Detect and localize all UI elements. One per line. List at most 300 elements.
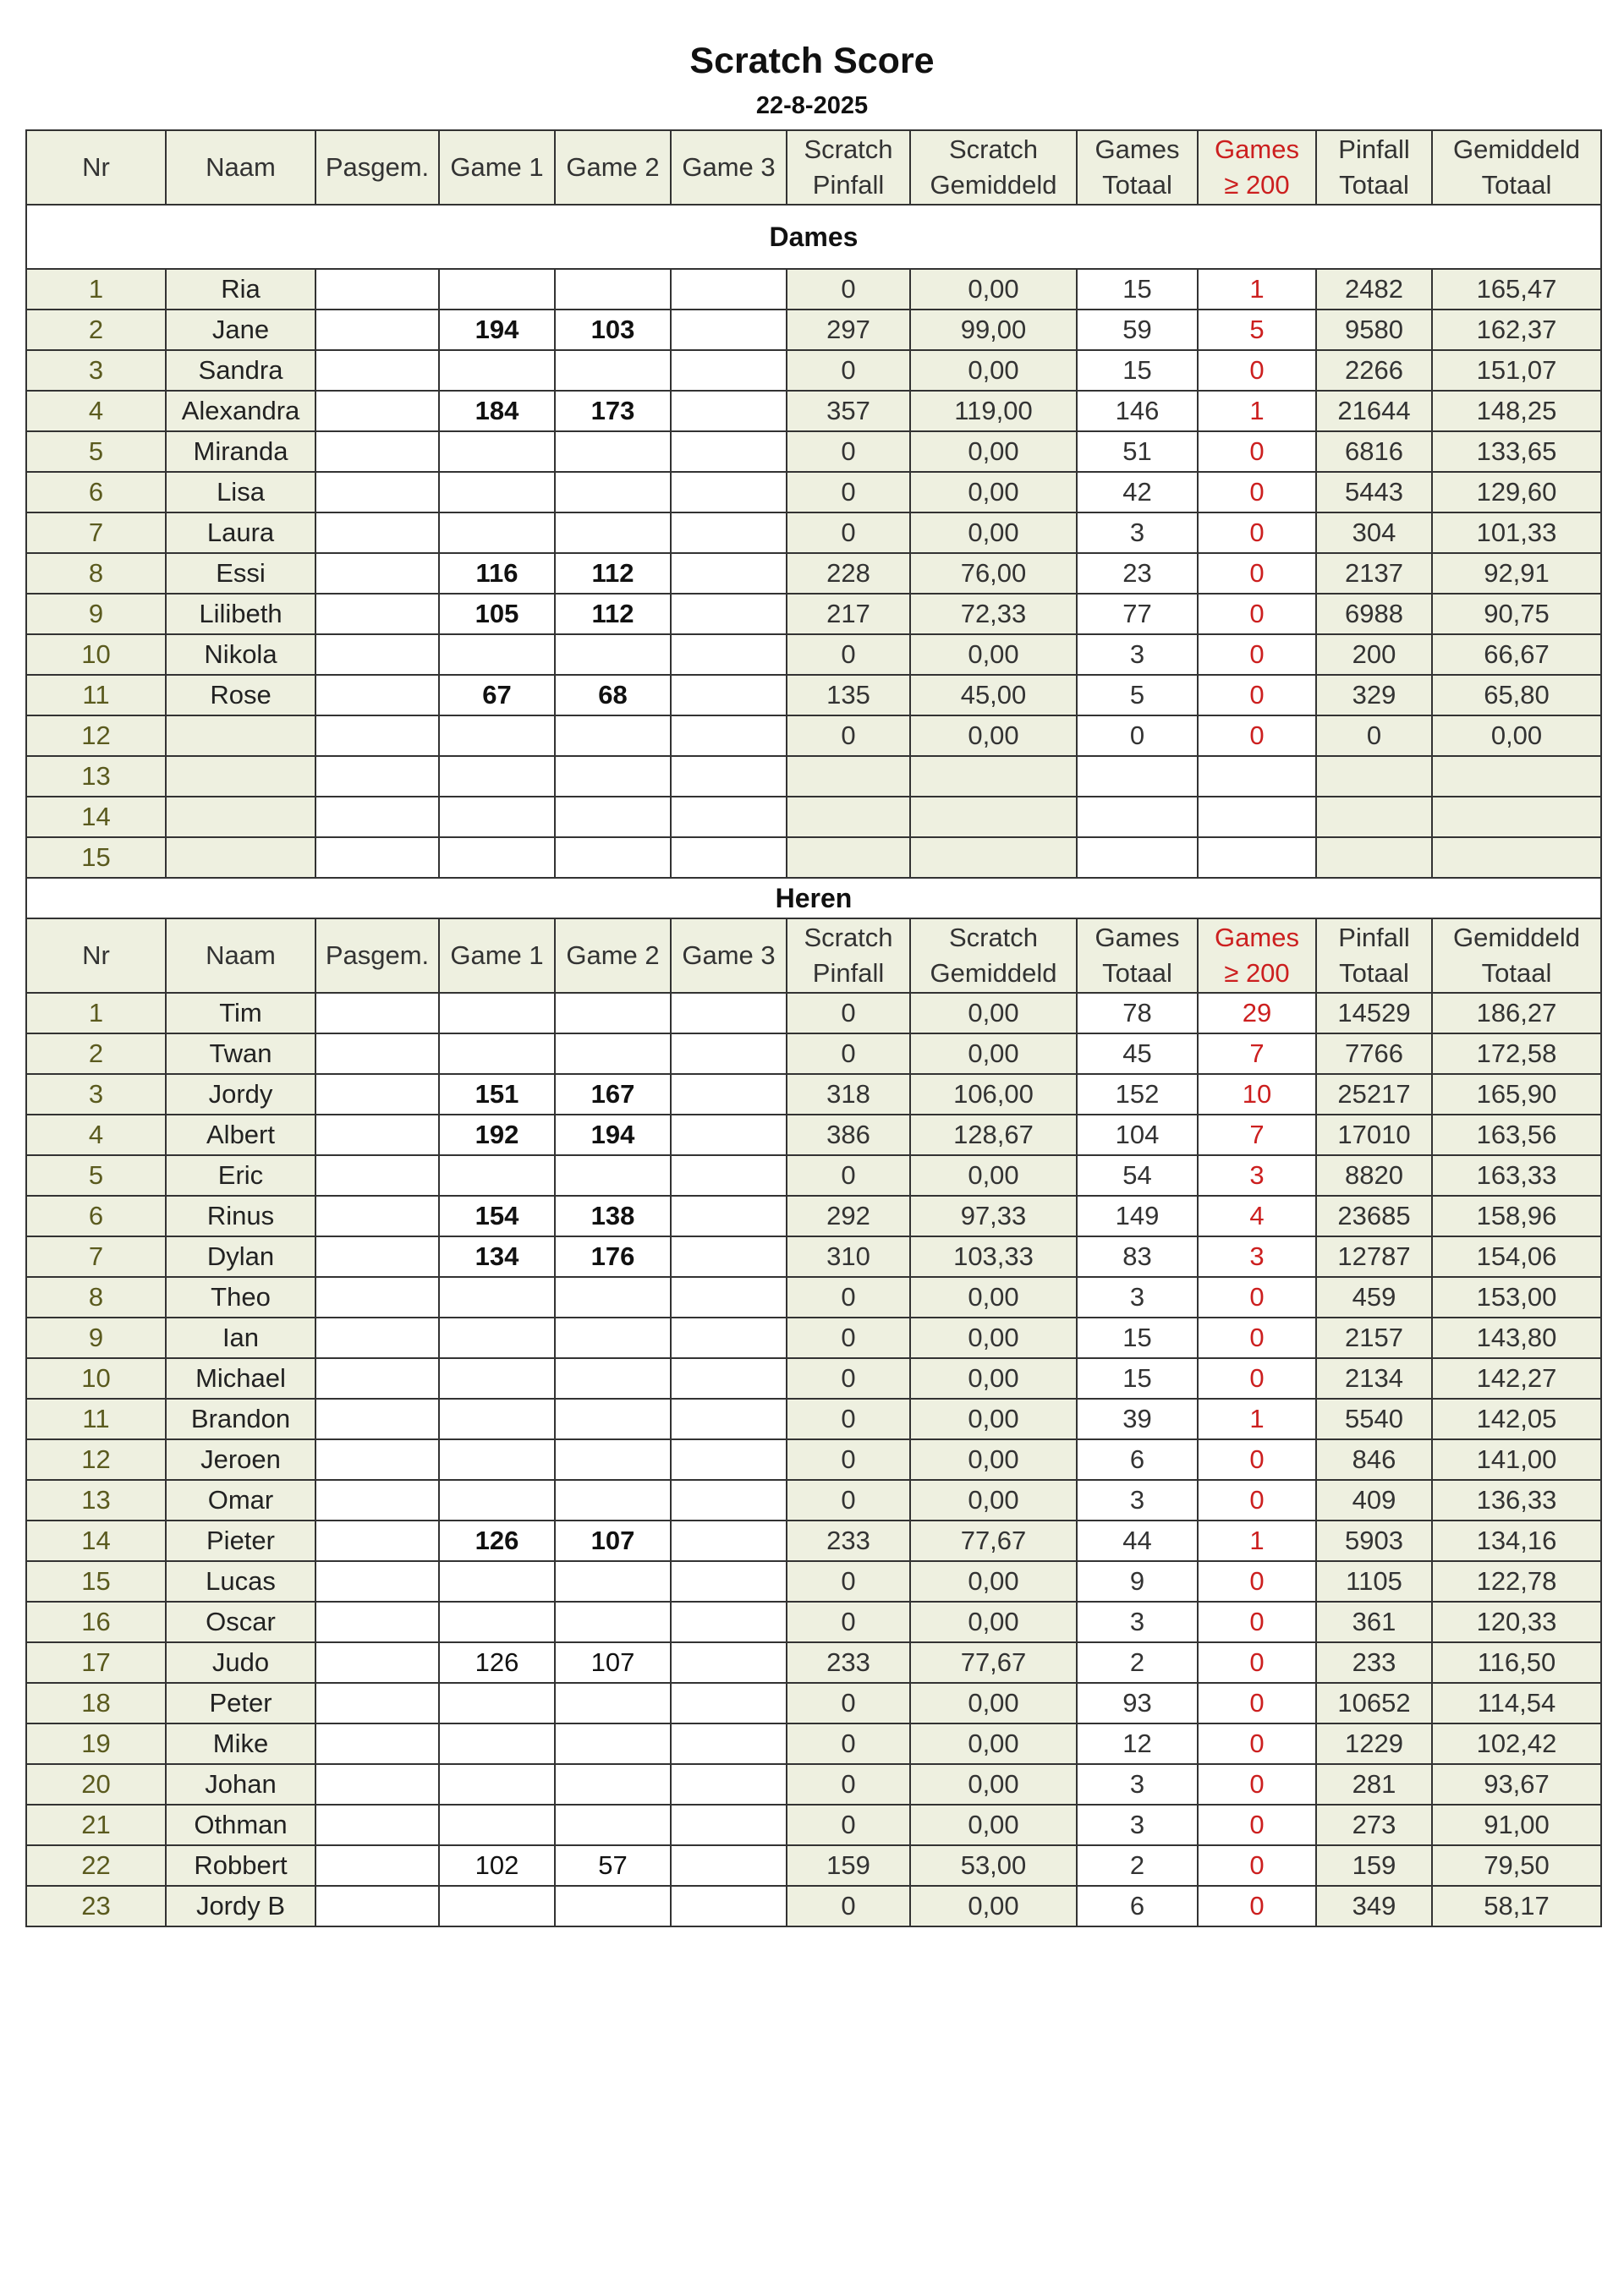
- header-naam: Naam: [166, 918, 315, 993]
- cell-pasgem: [315, 512, 439, 553]
- header-nr: Nr: [26, 918, 166, 993]
- cell-gem: 151,07: [1432, 350, 1601, 391]
- cell-gt: 15: [1077, 1358, 1198, 1399]
- cell-pasgem: [315, 1521, 439, 1561]
- cell-gt: 15: [1077, 269, 1198, 310]
- cell-sg: [910, 837, 1077, 878]
- header-line-2: Totaal: [1481, 958, 1552, 988]
- cell-nr: 10: [26, 1358, 166, 1399]
- cell-g2: [555, 1480, 671, 1521]
- cell-pasgem: [315, 756, 439, 797]
- cell-g3: [671, 1886, 787, 1926]
- cell-naam: Johan: [166, 1764, 315, 1805]
- cell-sp: 0: [787, 1318, 910, 1358]
- cell-g1: [439, 1439, 555, 1480]
- cell-nr: 14: [26, 1521, 166, 1561]
- cell-g3: [671, 310, 787, 350]
- table-row: [26, 1439, 1601, 1480]
- cell-g200: 0: [1198, 553, 1316, 594]
- cell-naam: Oscar: [166, 1602, 315, 1642]
- cell-g200: 0: [1198, 431, 1316, 472]
- cell-pasgem: [315, 837, 439, 878]
- cell-gem: 114,54: [1432, 1683, 1601, 1723]
- header-gem_totaal: [1432, 130, 1601, 205]
- cell-g1: 151: [439, 1074, 555, 1115]
- cell-g3: [671, 797, 787, 837]
- cell-nr: 15: [26, 837, 166, 878]
- cell-naam: Twan: [166, 1033, 315, 1074]
- cell-nr: 7: [26, 1236, 166, 1277]
- table-row: [26, 594, 1601, 634]
- cell-sp: 0: [787, 1723, 910, 1764]
- cell-g200: [1198, 797, 1316, 837]
- cell-pt: 2134: [1316, 1358, 1432, 1399]
- cell-pasgem: [315, 715, 439, 756]
- header-line-2: Pinfall: [812, 170, 885, 200]
- table-row: [26, 715, 1601, 756]
- cell-sg: 0,00: [910, 472, 1077, 512]
- cell-naam: Peter: [166, 1683, 315, 1723]
- cell-sg: 99,00: [910, 310, 1077, 350]
- table-row: [26, 269, 1601, 310]
- cell-sg: 106,00: [910, 1074, 1077, 1115]
- header-line-1: Gemiddeld: [1453, 923, 1580, 952]
- cell-g1: [439, 715, 555, 756]
- cell-nr: 11: [26, 675, 166, 715]
- cell-gt: 3: [1077, 1480, 1198, 1521]
- cell-sg: 0,00: [910, 1764, 1077, 1805]
- cell-naam: Sandra: [166, 350, 315, 391]
- cell-g200: 0: [1198, 1683, 1316, 1723]
- cell-pt: 5443: [1316, 472, 1432, 512]
- header-line-2: ≥ 200: [1224, 958, 1290, 988]
- cell-sg: 0,00: [910, 431, 1077, 472]
- cell-naam: Essi: [166, 553, 315, 594]
- cell-nr: 14: [26, 797, 166, 837]
- cell-sg: 76,00: [910, 553, 1077, 594]
- cell-nr: 20: [26, 1764, 166, 1805]
- cell-pasgem: [315, 1074, 439, 1115]
- header-naam: Naam: [166, 130, 315, 205]
- cell-g3: [671, 1439, 787, 1480]
- table-row: [26, 553, 1601, 594]
- cell-gt: 3: [1077, 1602, 1198, 1642]
- cell-g1: 126: [439, 1521, 555, 1561]
- cell-sp: 0: [787, 431, 910, 472]
- header-games200: [1198, 918, 1316, 993]
- cell-gt: 45: [1077, 1033, 1198, 1074]
- cell-g2: [555, 269, 671, 310]
- cell-g3: [671, 472, 787, 512]
- cell-gt: 152: [1077, 1074, 1198, 1115]
- cell-gt: 44: [1077, 1521, 1198, 1561]
- cell-sp: 228: [787, 553, 910, 594]
- table-row: [26, 1277, 1601, 1318]
- cell-g3: [671, 594, 787, 634]
- cell-g3: [671, 1561, 787, 1602]
- cell-g1: 154: [439, 1196, 555, 1236]
- cell-pasgem: [315, 1399, 439, 1439]
- cell-g3: [671, 1521, 787, 1561]
- cell-g1: 134: [439, 1236, 555, 1277]
- cell-naam: Nikola: [166, 634, 315, 675]
- cell-pasgem: [315, 472, 439, 512]
- cell-pasgem: [315, 1439, 439, 1480]
- header-line-1: Games: [1095, 134, 1180, 164]
- cell-nr: 5: [26, 1155, 166, 1196]
- cell-pt: 1105: [1316, 1561, 1432, 1602]
- cell-sp: 0: [787, 512, 910, 553]
- cell-g1: 126: [439, 1642, 555, 1683]
- cell-sg: [910, 756, 1077, 797]
- cell-g3: [671, 391, 787, 431]
- cell-nr: 12: [26, 1439, 166, 1480]
- cell-sp: 0: [787, 1480, 910, 1521]
- cell-g200: 0: [1198, 1764, 1316, 1805]
- cell-gt: 42: [1077, 472, 1198, 512]
- cell-g2: 68: [555, 675, 671, 715]
- cell-nr: 10: [26, 634, 166, 675]
- cell-naam: Tim: [166, 993, 315, 1033]
- cell-pasgem: [315, 1236, 439, 1277]
- cell-naam: Brandon: [166, 1399, 315, 1439]
- cell-g3: [671, 1236, 787, 1277]
- cell-pasgem: [315, 431, 439, 472]
- cell-gem: 66,67: [1432, 634, 1601, 675]
- cell-g2: 112: [555, 594, 671, 634]
- cell-g2: 194: [555, 1115, 671, 1155]
- cell-g3: [671, 1196, 787, 1236]
- cell-naam: Michael: [166, 1358, 315, 1399]
- cell-g3: [671, 1115, 787, 1155]
- cell-g3: [671, 715, 787, 756]
- cell-gem: 92,91: [1432, 553, 1601, 594]
- cell-g2: [555, 756, 671, 797]
- cell-pasgem: [315, 594, 439, 634]
- cell-sg: 97,33: [910, 1196, 1077, 1236]
- header-line-1: Gemiddeld: [1453, 134, 1580, 164]
- cell-pt: 200: [1316, 634, 1432, 675]
- cell-g1: [439, 756, 555, 797]
- cell-gem: 162,37: [1432, 310, 1601, 350]
- cell-g2: [555, 1033, 671, 1074]
- cell-g3: [671, 1845, 787, 1886]
- cell-gt: 146: [1077, 391, 1198, 431]
- cell-g200: 1: [1198, 269, 1316, 310]
- cell-naam: Jane: [166, 310, 315, 350]
- cell-sp: 0: [787, 715, 910, 756]
- cell-g2: 167: [555, 1074, 671, 1115]
- header-game1: Game 1: [439, 918, 555, 993]
- cell-gem: 148,25: [1432, 391, 1601, 431]
- cell-pasgem: [315, 391, 439, 431]
- cell-sp: 0: [787, 269, 910, 310]
- cell-naam: Lucas: [166, 1561, 315, 1602]
- table-row: [26, 797, 1601, 837]
- cell-g2: [555, 1561, 671, 1602]
- cell-naam: Albert: [166, 1115, 315, 1155]
- cell-pasgem: [315, 1642, 439, 1683]
- cell-gt: 0: [1077, 715, 1198, 756]
- cell-pt: 159: [1316, 1845, 1432, 1886]
- cell-nr: 9: [26, 1318, 166, 1358]
- cell-pt: 2482: [1316, 269, 1432, 310]
- cell-sg: 0,00: [910, 1033, 1077, 1074]
- cell-g2: [555, 1318, 671, 1358]
- cell-g3: [671, 1277, 787, 1318]
- cell-sg: 0,00: [910, 1358, 1077, 1399]
- cell-nr: 1: [26, 993, 166, 1033]
- cell-g2: [555, 1155, 671, 1196]
- cell-gt: 54: [1077, 1155, 1198, 1196]
- cell-gem: 142,05: [1432, 1399, 1601, 1439]
- cell-g2: [555, 1805, 671, 1845]
- cell-g3: [671, 553, 787, 594]
- cell-gem: 154,06: [1432, 1236, 1601, 1277]
- cell-g200: 0: [1198, 1642, 1316, 1683]
- cell-g1: [439, 837, 555, 878]
- cell-naam: Ian: [166, 1318, 315, 1358]
- cell-gem: 163,56: [1432, 1115, 1601, 1155]
- score-table: [25, 129, 1602, 1927]
- table-row: [26, 1399, 1601, 1439]
- table-row: [26, 431, 1601, 472]
- cell-g200: 0: [1198, 1845, 1316, 1886]
- cell-naam: Theo: [166, 1277, 315, 1318]
- cell-g2: [555, 1764, 671, 1805]
- cell-g2: [555, 1439, 671, 1480]
- cell-g2: [555, 512, 671, 553]
- cell-g200: 1: [1198, 1399, 1316, 1439]
- header-pasgem: Pasgem.: [315, 918, 439, 993]
- header-pasgem: Pasgem.: [315, 130, 439, 205]
- header-line-1: Scratch: [804, 923, 893, 952]
- table-row: [26, 1723, 1601, 1764]
- cell-g200: 29: [1198, 993, 1316, 1033]
- cell-pt: 8820: [1316, 1155, 1432, 1196]
- header-line-1: Games: [1095, 923, 1180, 952]
- cell-g2: 138: [555, 1196, 671, 1236]
- cell-g1: [439, 1318, 555, 1358]
- header-row-2: [26, 918, 1601, 993]
- table-row: [26, 1033, 1601, 1074]
- cell-sp: 0: [787, 1683, 910, 1723]
- cell-g1: [439, 1602, 555, 1642]
- cell-nr: 15: [26, 1561, 166, 1602]
- cell-g2: [555, 1399, 671, 1439]
- cell-g1: [439, 1277, 555, 1318]
- cell-pt: 2157: [1316, 1318, 1432, 1358]
- cell-nr: 5: [26, 431, 166, 472]
- cell-naam: Lilibeth: [166, 594, 315, 634]
- table-row: [26, 1845, 1601, 1886]
- table-row: [26, 512, 1601, 553]
- cell-pt: 2137: [1316, 553, 1432, 594]
- table-row: [26, 1561, 1601, 1602]
- cell-g2: [555, 1602, 671, 1642]
- header-game3: Game 3: [671, 918, 787, 993]
- cell-pasgem: [315, 1115, 439, 1155]
- header-line-2: Gemiddeld: [930, 170, 1057, 200]
- cell-g2: [555, 431, 671, 472]
- cell-g1: [439, 431, 555, 472]
- cell-sg: 0,00: [910, 1439, 1077, 1480]
- cell-g3: [671, 1318, 787, 1358]
- header-line-2: Totaal: [1481, 170, 1552, 200]
- cell-sp: 0: [787, 1886, 910, 1926]
- header-scratch_gem: [910, 918, 1077, 993]
- cell-g200: 0: [1198, 1277, 1316, 1318]
- cell-sp: 0: [787, 472, 910, 512]
- cell-naam: Robbert: [166, 1845, 315, 1886]
- header-line-2: Pinfall: [812, 958, 885, 988]
- cell-sp: 0: [787, 1602, 910, 1642]
- cell-g3: [671, 1480, 787, 1521]
- cell-nr: 6: [26, 1196, 166, 1236]
- cell-g2: 173: [555, 391, 671, 431]
- cell-pt: 273: [1316, 1805, 1432, 1845]
- table-row: [26, 1155, 1601, 1196]
- header-line-2: Gemiddeld: [930, 958, 1057, 988]
- cell-sg: 45,00: [910, 675, 1077, 715]
- cell-g200: 10: [1198, 1074, 1316, 1115]
- header-nr: Nr: [26, 130, 166, 205]
- cell-gem: 141,00: [1432, 1439, 1601, 1480]
- cell-naam: Ria: [166, 269, 315, 310]
- cell-g3: [671, 1399, 787, 1439]
- cell-sg: 0,00: [910, 1805, 1077, 1845]
- cell-gt: 23: [1077, 553, 1198, 594]
- cell-g1: 116: [439, 553, 555, 594]
- cell-gem: [1432, 797, 1601, 837]
- cell-pt: 17010: [1316, 1115, 1432, 1155]
- cell-g200: 0: [1198, 594, 1316, 634]
- header-line-1: Scratch: [948, 923, 1039, 952]
- cell-pasgem: [315, 1480, 439, 1521]
- cell-pt: 6816: [1316, 431, 1432, 472]
- cell-g3: [671, 993, 787, 1033]
- cell-pt: 349: [1316, 1886, 1432, 1926]
- cell-nr: 16: [26, 1602, 166, 1642]
- cell-pt: 846: [1316, 1439, 1432, 1480]
- cell-gt: 78: [1077, 993, 1198, 1033]
- cell-g2: [555, 1683, 671, 1723]
- cell-g200: 0: [1198, 1480, 1316, 1521]
- cell-sp: 0: [787, 1439, 910, 1480]
- cell-g200: 0: [1198, 512, 1316, 553]
- cell-pt: [1316, 756, 1432, 797]
- cell-naam: Judo: [166, 1642, 315, 1683]
- cell-g2: [555, 634, 671, 675]
- cell-g2: [555, 1723, 671, 1764]
- table-row: [26, 1602, 1601, 1642]
- table-row: [26, 1480, 1601, 1521]
- cell-pt: [1316, 837, 1432, 878]
- cell-sp: 292: [787, 1196, 910, 1236]
- cell-pasgem: [315, 634, 439, 675]
- cell-nr: 11: [26, 1399, 166, 1439]
- cell-nr: 9: [26, 594, 166, 634]
- cell-sg: [910, 797, 1077, 837]
- cell-pasgem: [315, 1683, 439, 1723]
- header-line-1: Games: [1215, 134, 1299, 164]
- cell-g200: 0: [1198, 1886, 1316, 1926]
- cell-g3: [671, 1033, 787, 1074]
- cell-sp: 0: [787, 993, 910, 1033]
- cell-pasgem: [315, 310, 439, 350]
- cell-sg: 0,00: [910, 1155, 1077, 1196]
- cell-naam: Omar: [166, 1480, 315, 1521]
- section-row: [26, 878, 1601, 918]
- cell-sg: 53,00: [910, 1845, 1077, 1886]
- cell-g3: [671, 756, 787, 797]
- cell-pasgem: [315, 1561, 439, 1602]
- table-row: [26, 1115, 1601, 1155]
- cell-naam: [166, 797, 315, 837]
- cell-sg: 0,00: [910, 715, 1077, 756]
- cell-gem: 134,16: [1432, 1521, 1601, 1561]
- cell-g2: [555, 837, 671, 878]
- cell-nr: 22: [26, 1845, 166, 1886]
- cell-pasgem: [315, 1602, 439, 1642]
- cell-gem: 129,60: [1432, 472, 1601, 512]
- cell-pt: [1316, 797, 1432, 837]
- cell-naam: Othman: [166, 1805, 315, 1845]
- cell-nr: 2: [26, 310, 166, 350]
- header-line-2: Totaal: [1102, 958, 1172, 988]
- cell-pt: 2266: [1316, 350, 1432, 391]
- cell-pt: 233: [1316, 1642, 1432, 1683]
- cell-g2: 107: [555, 1642, 671, 1683]
- cell-sp: 0: [787, 350, 910, 391]
- table-row: [26, 837, 1601, 878]
- cell-naam: Mike: [166, 1723, 315, 1764]
- cell-pt: 7766: [1316, 1033, 1432, 1074]
- cell-g3: [671, 1764, 787, 1805]
- cell-nr: 19: [26, 1723, 166, 1764]
- cell-g200: 0: [1198, 350, 1316, 391]
- cell-sp: 386: [787, 1115, 910, 1155]
- cell-pasgem: [315, 553, 439, 594]
- cell-g1: [439, 512, 555, 553]
- cell-g1: [439, 993, 555, 1033]
- cell-gem: 116,50: [1432, 1642, 1601, 1683]
- cell-naam: Pieter: [166, 1521, 315, 1561]
- cell-g1: [439, 797, 555, 837]
- cell-nr: 13: [26, 756, 166, 797]
- cell-gem: 133,65: [1432, 431, 1601, 472]
- cell-sg: 0,00: [910, 1480, 1077, 1521]
- header-line-1: Scratch: [948, 134, 1039, 164]
- cell-pasgem: [315, 1805, 439, 1845]
- cell-naam: Jordy B: [166, 1886, 315, 1926]
- cell-g200: 1: [1198, 1521, 1316, 1561]
- header-line-1: Pinfall: [1338, 923, 1410, 952]
- header-line-2: ≥ 200: [1224, 170, 1290, 200]
- cell-pasgem: [315, 675, 439, 715]
- cell-pasgem: [315, 1886, 439, 1926]
- header-game1: Game 1: [439, 130, 555, 205]
- table-row: [26, 1764, 1601, 1805]
- cell-g1: 184: [439, 391, 555, 431]
- cell-sg: 0,00: [910, 350, 1077, 391]
- cell-gem: 163,33: [1432, 1155, 1601, 1196]
- cell-pasgem: [315, 1358, 439, 1399]
- cell-g1: 194: [439, 310, 555, 350]
- cell-sp: 0: [787, 1561, 910, 1602]
- cell-g2: [555, 1358, 671, 1399]
- cell-g1: 102: [439, 1845, 555, 1886]
